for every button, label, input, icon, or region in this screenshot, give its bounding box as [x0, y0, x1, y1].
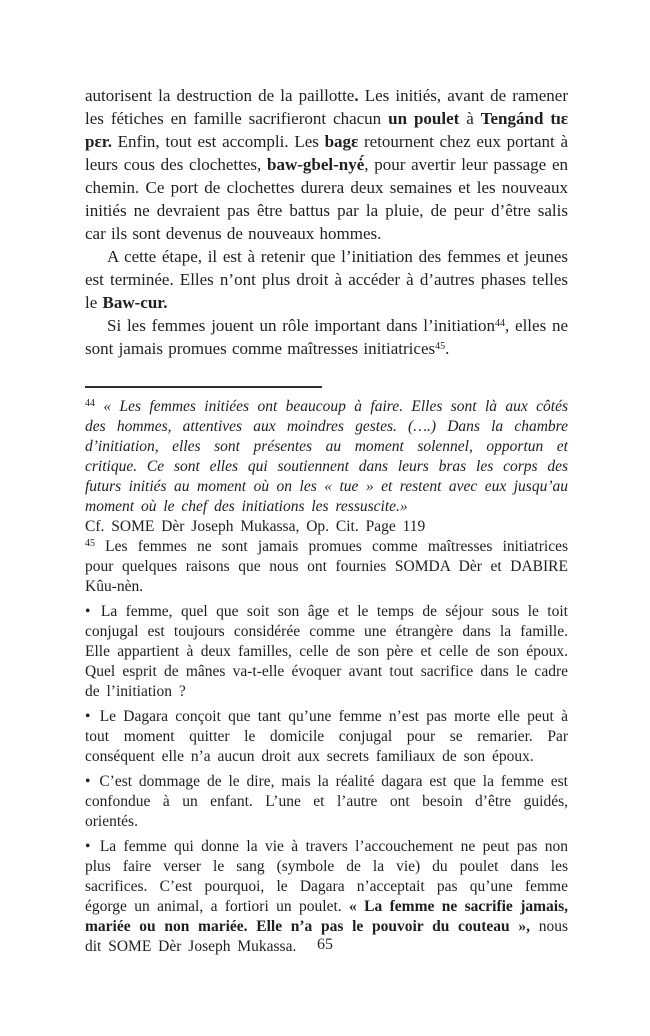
paragraph — [85, 84, 568, 245]
text-run: à — [459, 109, 481, 128]
paragraph — [85, 314, 568, 360]
bullet-icon: • — [85, 603, 99, 620]
bullet-icon: • — [85, 708, 98, 725]
text-run: La femme, quel que soit son âge et le temps de séjour sous le toit conjugal est toujours considérée comme une étrangère dans la famille. Elle appartient à deux familles, celle de son père et celle de son époux. Quel esprit de mânes va-t-elle évoquer avant tout sacrifice dans le cadre de l’initiation ? — [85, 603, 568, 700]
bullet-icon: • — [85, 838, 98, 855]
footnote-separator — [85, 386, 322, 388]
footnotes — [85, 397, 568, 957]
text-run: C’est dommage de le dire, mais la réalité dagara est que la femme est confondue à un enfant. L’une et l’autre ont besoin d’être guidés, orientés. — [85, 773, 568, 830]
footnote-ref: 45 — [435, 340, 446, 352]
footnote-ref: 44 — [85, 397, 95, 409]
footnote-paragraph — [85, 707, 568, 767]
text-run: Enfin, tout est accompli. Les — [111, 132, 325, 151]
text-run: bagɛ — [324, 132, 359, 151]
text-run: nous dit SOME Dèr Joseph Mukassa. — [85, 918, 568, 955]
text-run: La femme qui donne la vie à travers l’accouchement ne peut pas non plus faire verser le sang (symbole de la vie) du poulet dans les sacrifices. C’est pourquoi, le Dagara n’acceptait pas qu’une femme égorge un animal, a fortiori un poulet. — [85, 838, 568, 915]
text-run: . — [354, 86, 359, 105]
body-text — [85, 84, 568, 360]
text-column — [85, 84, 568, 957]
text-run: « La femme ne sacrifie jamais, mariée ou non mariée. Elle n’a pas le pouvoir du couteau », — [85, 898, 568, 935]
footnote-paragraph — [85, 772, 568, 832]
text-run: Baw-cur. — [102, 293, 168, 312]
text-run: Si les femmes jouent un rôle important dans l’initiation — [107, 316, 496, 335]
footnote-paragraph — [85, 517, 568, 537]
text-run: baw-gbel-nyė́ — [266, 155, 365, 174]
text-run: A cette étape, il est à retenir que l’initiation des femmes et jeunes est terminée. Elles n’ont plus droit à accéder à d’autres phases telles le — [85, 247, 568, 312]
text-run: Tengánd tıɛ pɛr. — [85, 109, 568, 151]
bullet-icon: • — [85, 773, 98, 790]
text-run: , elles ne sont jamais promues comme maîtresses initiatrices — [85, 316, 569, 358]
text-run: . — [445, 339, 450, 358]
text-run: un poulet — [388, 109, 460, 128]
text-run: Les femmes ne sont jamais promues comme maîtresses initiatrices pour quelques raisons que nous ont fournies SOMDA Dèr et DABIRE Kûu-nèn. — [85, 538, 568, 595]
text-run: Cf. SOME Dèr Joseph Mukassa, Op. Cit. Page 119 — [85, 518, 426, 535]
page-number: 65 — [317, 936, 333, 953]
footnote-ref: 45 — [85, 537, 95, 549]
text-run: Les initiés, avant de ramener les fétiches en famille sacrifieront chacun — [85, 86, 568, 128]
text-run: Le Dagara conçoit que tant qu’une femme n’est pas morte elle peut à tout moment quitter le domicile conjugal pour se remarier. Par conséquent elle n’a aucun droit aux secrets familiaux de son époux. — [85, 708, 568, 765]
text-run: retournent chez eux portant à leurs cous des clochettes, — [85, 132, 568, 174]
text-run: « Les femmes initiées ont beaucoup à faire. Elles sont là aux côtés des hommes, attentives aux moindres gestes. (….) Dans la chambre d’initiation, elles sont présentes au moment solennel, opportun et critique. Ce sont elles qui soutiennent dans leurs bras les corps des futurs initiés au moment où on les « tue » et restent avec eux jusqu’au moment où le chef des initiations les ressuscite.» — [85, 398, 569, 515]
footnote-ref: 44 — [495, 317, 506, 329]
footnote-paragraph — [85, 537, 568, 597]
footnote-paragraph — [85, 397, 568, 517]
text-run: , pour avertir leur passage en chemin. Ce port de clochettes durera deux semaines et les nouveaux initiés ne devraient pas être battus par la pluie, de peur d’être salis car ils sont devenus de nouveaux hommes. — [85, 155, 568, 243]
text-run: autorisent la destruction de la paillotte — [85, 86, 355, 105]
footnote-paragraph — [85, 602, 568, 702]
paragraph — [85, 245, 568, 314]
